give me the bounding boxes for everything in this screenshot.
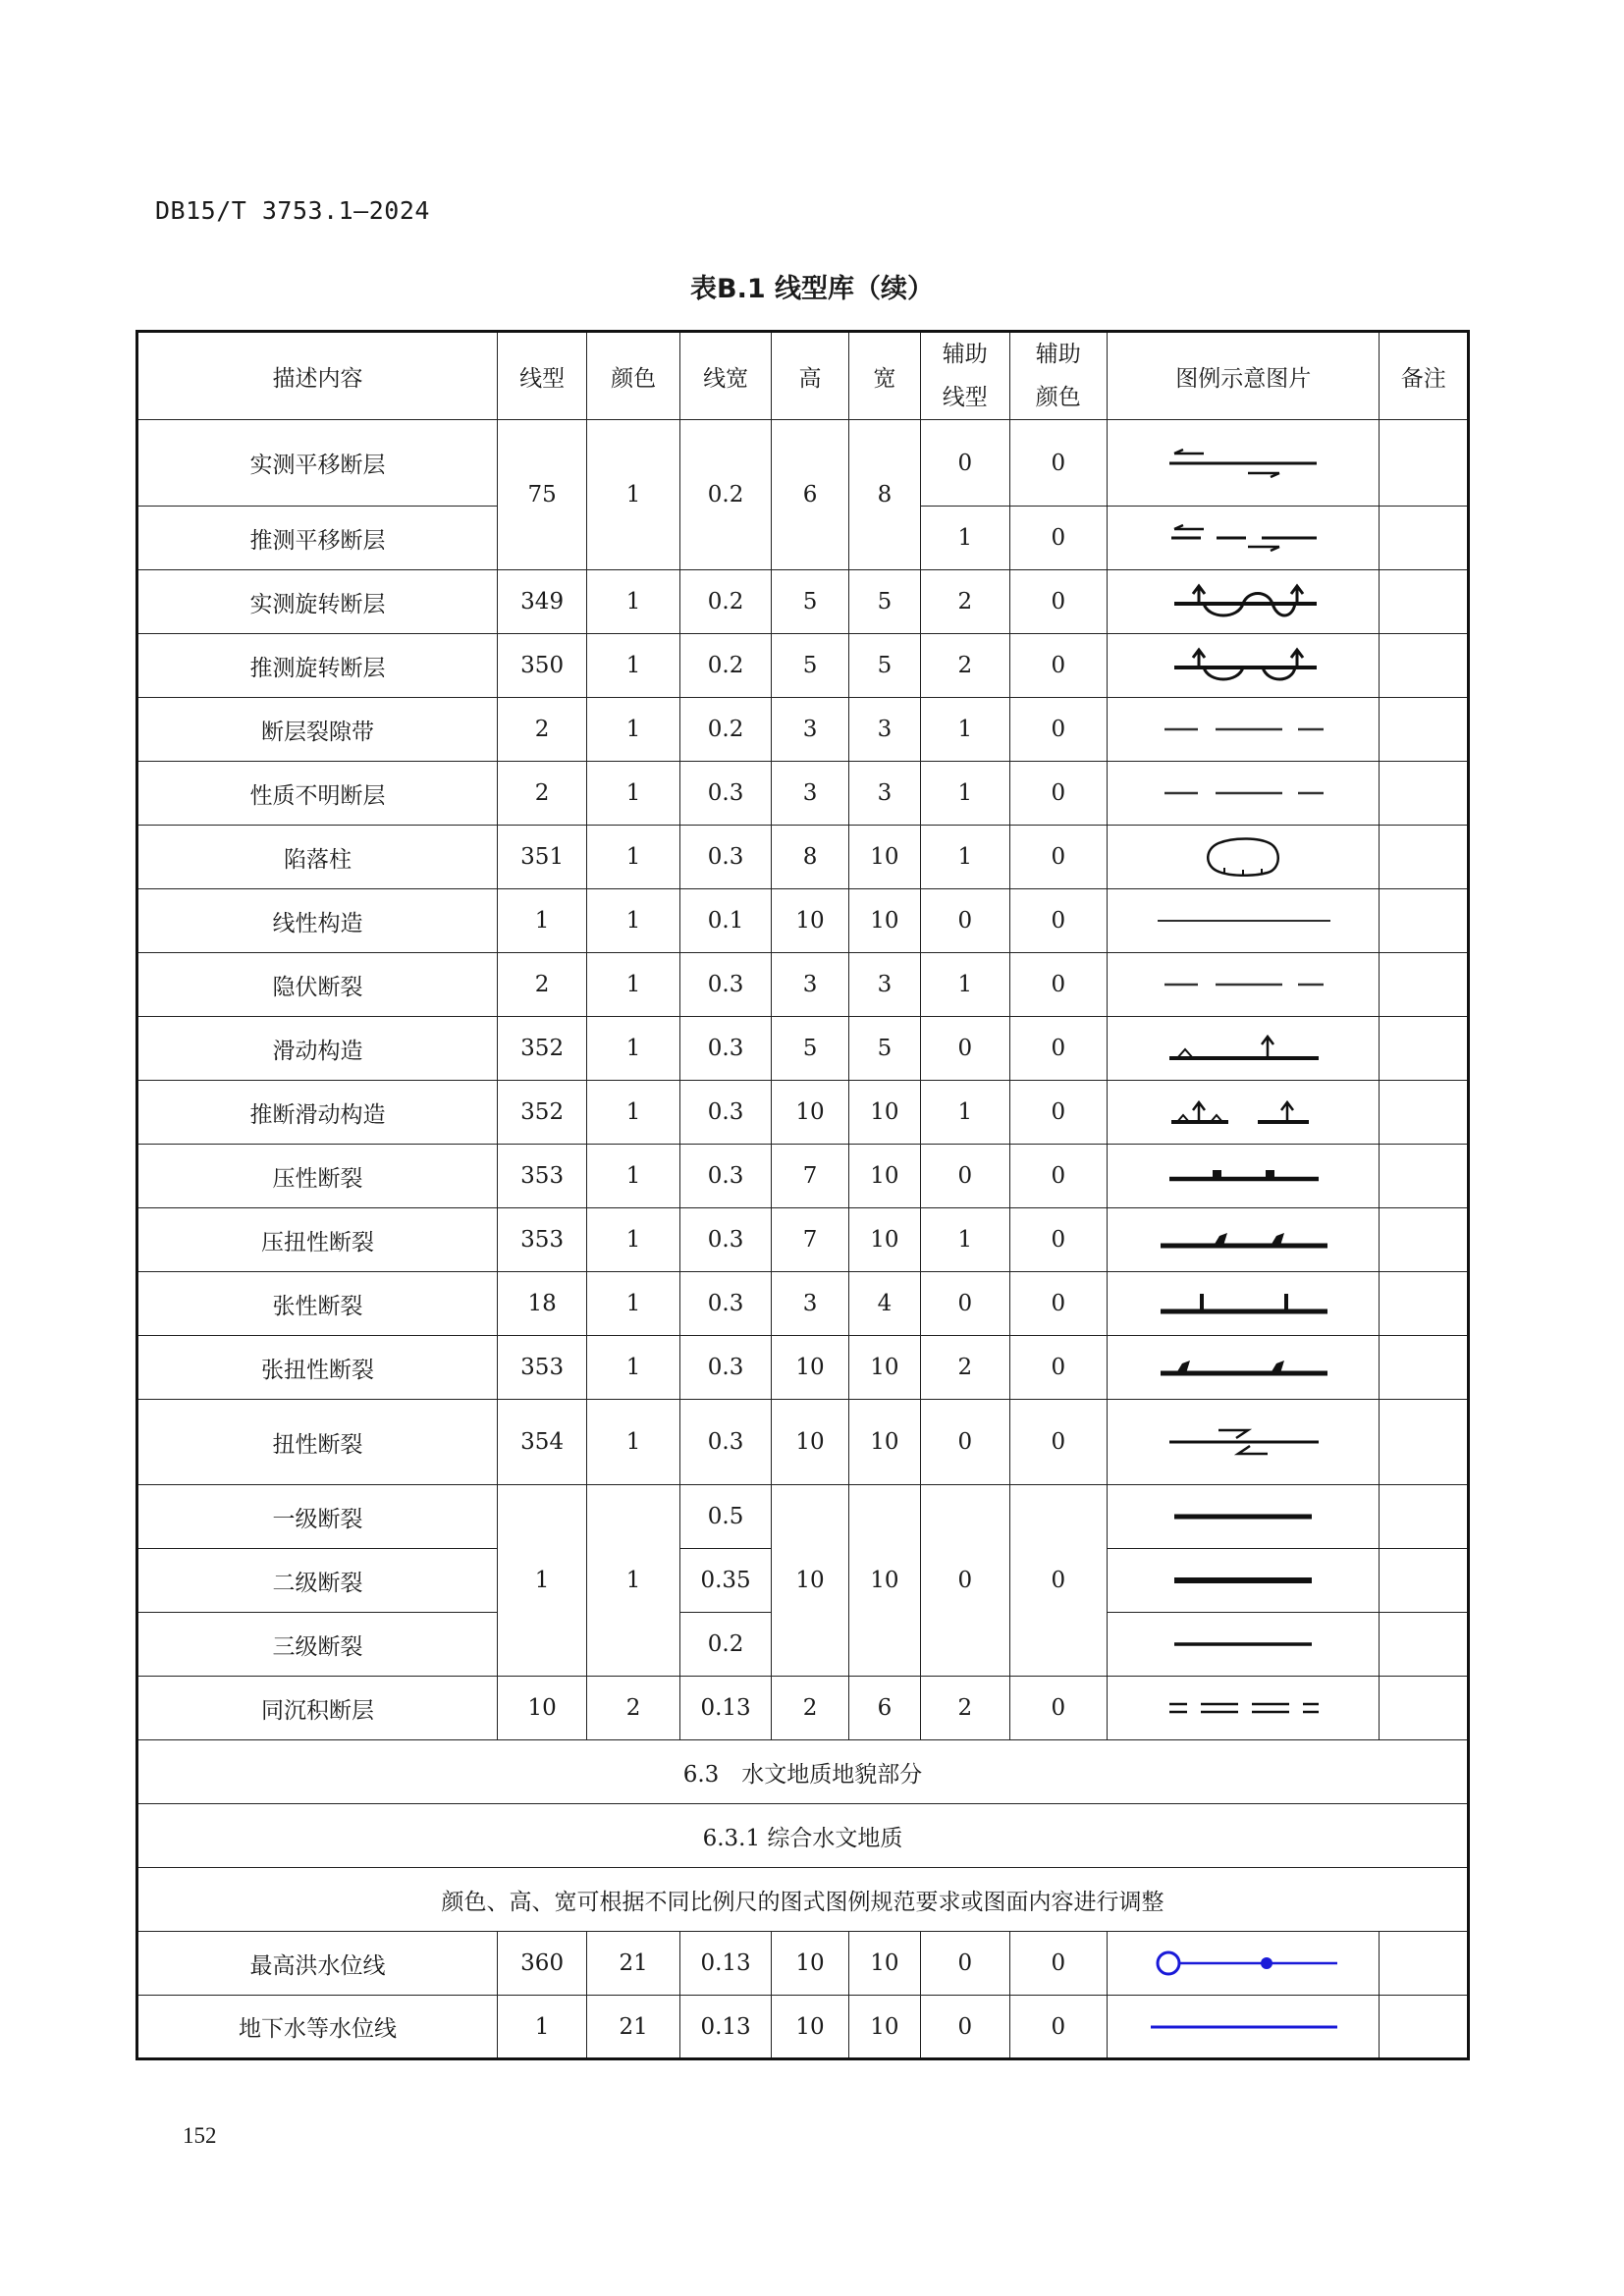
row-remark <box>1380 1017 1469 1081</box>
row-type: 2 <box>497 762 586 826</box>
row-width: 0.3 <box>679 1272 771 1336</box>
row-w: 10 <box>848 1400 920 1485</box>
col-header-type: 线型 <box>497 332 586 420</box>
row-width: 0.1 <box>679 889 771 953</box>
row-desc: 推测平移断层 <box>137 507 498 570</box>
row-w: 5 <box>848 1017 920 1081</box>
slide-structure-inferred-icon <box>1160 1093 1326 1132</box>
row-aux-color: 0 <box>1009 420 1108 507</box>
legend-cell <box>1108 1549 1380 1613</box>
row-type: 10 <box>497 1677 586 1740</box>
row-color: 1 <box>587 698 679 762</box>
legend-cell <box>1108 420 1380 507</box>
row-color: 1 <box>587 1400 679 1485</box>
table-row <box>137 1081 1469 1145</box>
row-aux-color: 0 <box>1009 826 1108 889</box>
table-row <box>137 698 1469 762</box>
row-color: 1 <box>587 420 679 570</box>
row-h: 7 <box>772 1145 848 1208</box>
header-row <box>137 332 1469 420</box>
highest-flood-line-icon <box>1145 1947 1341 1980</box>
legend-cell <box>1108 1677 1380 1740</box>
row-aux-type: 2 <box>921 634 1009 698</box>
row-w: 10 <box>848 889 920 953</box>
row-remark <box>1380 570 1469 634</box>
row-desc: 性质不明断层 <box>137 762 498 826</box>
row-w: 10 <box>848 1208 920 1272</box>
section-row <box>137 1868 1469 1932</box>
row-h: 5 <box>772 1017 848 1081</box>
section-row <box>137 1804 1469 1868</box>
table-row <box>137 1400 1469 1485</box>
row-desc: 陷落柱 <box>137 826 498 889</box>
table-row <box>137 420 1469 507</box>
translation-fault-measured-icon <box>1160 444 1326 483</box>
row-h: 10 <box>772 1400 848 1485</box>
row-desc: 三级断裂 <box>137 1613 498 1677</box>
row-h: 10 <box>772 1336 848 1400</box>
legend-cell <box>1108 1932 1380 1996</box>
row-color: 2 <box>587 1677 679 1740</box>
thin-line-icon <box>1150 911 1336 931</box>
row-type: 350 <box>497 634 586 698</box>
medium-line-icon <box>1164 1634 1322 1654</box>
row-color: 1 <box>587 953 679 1017</box>
dashed-line-icon <box>1155 720 1331 739</box>
row-type: 1 <box>497 889 586 953</box>
row-aux-color: 0 <box>1009 1400 1108 1485</box>
row-desc: 推测旋转断层 <box>137 634 498 698</box>
row-remark <box>1380 1996 1469 2059</box>
row-width: 0.3 <box>679 1081 771 1145</box>
row-desc: 滑动构造 <box>137 1017 498 1081</box>
row-h: 3 <box>772 698 848 762</box>
dashed-line-icon <box>1155 975 1331 994</box>
row-type: 360 <box>497 1932 586 1996</box>
table-row <box>137 634 1469 698</box>
row-desc: 二级断裂 <box>137 1549 498 1613</box>
row-h: 7 <box>772 1208 848 1272</box>
row-aux-type: 2 <box>921 1336 1009 1400</box>
row-color: 1 <box>587 1145 679 1208</box>
row-h: 10 <box>772 889 848 953</box>
row-width: 0.3 <box>679 762 771 826</box>
col-header-h: 高 <box>772 332 848 420</box>
col-header-remark: 备注 <box>1380 332 1469 420</box>
tensile-fault-icon <box>1155 1288 1331 1319</box>
row-remark <box>1380 1336 1469 1400</box>
row-type: 349 <box>497 570 586 634</box>
row-aux-type: 0 <box>921 1145 1009 1208</box>
thicker-line-icon <box>1164 1571 1322 1590</box>
dashed-line-icon <box>1155 783 1331 803</box>
row-aux-color: 0 <box>1009 634 1108 698</box>
table-row <box>137 826 1469 889</box>
row-remark <box>1380 1677 1469 1740</box>
row-aux-type: 0 <box>921 1996 1009 2059</box>
row-aux-color: 0 <box>1009 1081 1108 1145</box>
legend-cell <box>1108 1996 1380 2059</box>
row-width: 0.2 <box>679 634 771 698</box>
compresso-shear-fault-icon <box>1155 1224 1331 1255</box>
row-color: 1 <box>587 570 679 634</box>
row-aux-type: 0 <box>921 1017 1009 1081</box>
legend-cell <box>1108 1400 1380 1485</box>
row-aux-color: 0 <box>1009 507 1108 570</box>
row-remark <box>1380 762 1469 826</box>
col-header-aux-type <box>921 332 1009 420</box>
table-row <box>137 1677 1469 1740</box>
row-type: 2 <box>497 953 586 1017</box>
row-color: 1 <box>587 1208 679 1272</box>
row-h: 3 <box>772 953 848 1017</box>
row-aux-color: 0 <box>1009 698 1108 762</box>
aux-type-line2: 线型 <box>942 385 988 410</box>
legend-cell <box>1108 1017 1380 1081</box>
section-note: 颜色、高、宽可根据不同比例尺的图式图例规范要求或图面内容进行调整 <box>137 1868 1469 1932</box>
row-h: 10 <box>772 1081 848 1145</box>
row-type: 352 <box>497 1081 586 1145</box>
row-remark <box>1380 1485 1469 1549</box>
row-remark <box>1380 889 1469 953</box>
row-h: 6 <box>772 420 848 570</box>
table-row <box>137 1485 1469 1549</box>
row-w: 3 <box>848 698 920 762</box>
row-type: 352 <box>497 1017 586 1081</box>
row-type: 353 <box>497 1208 586 1272</box>
row-desc: 地下水等水位线 <box>137 1996 498 2059</box>
row-aux-type: 1 <box>921 762 1009 826</box>
row-aux-color: 0 <box>1009 762 1108 826</box>
row-aux-type: 1 <box>921 953 1009 1017</box>
translation-fault-inferred-icon <box>1160 518 1326 558</box>
row-desc: 扭性断裂 <box>137 1400 498 1485</box>
row-aux-color: 0 <box>1009 889 1108 953</box>
legend-cell <box>1108 634 1380 698</box>
legend-cell <box>1108 953 1380 1017</box>
row-desc: 线性构造 <box>137 889 498 953</box>
row-width: 0.3 <box>679 1400 771 1485</box>
section-title-6-3-1: 6.3.1 综合水文地质 <box>137 1804 1469 1868</box>
col-header-legend: 图例示意图片 <box>1108 332 1380 420</box>
row-aux-type: 0 <box>921 1485 1009 1677</box>
row-w: 5 <box>848 634 920 698</box>
row-type: 1 <box>497 1996 586 2059</box>
row-remark <box>1380 1272 1469 1336</box>
row-w: 10 <box>848 1336 920 1400</box>
table-title: 表B.1 线型库（续） <box>689 274 935 304</box>
row-h: 8 <box>772 826 848 889</box>
row-width: 0.3 <box>679 1145 771 1208</box>
legend-cell <box>1108 1145 1380 1208</box>
col-header-color: 颜色 <box>587 332 679 420</box>
row-desc: 隐伏断裂 <box>137 953 498 1017</box>
section-row <box>137 1740 1469 1804</box>
row-aux-color: 0 <box>1009 1336 1108 1400</box>
row-width: 0.3 <box>679 1336 771 1400</box>
row-h: 10 <box>772 1932 848 1996</box>
row-type: 354 <box>497 1400 586 1485</box>
legend-cell <box>1108 1613 1380 1677</box>
groundwater-contour-line-icon <box>1145 2017 1341 2037</box>
legend-cell <box>1108 698 1380 762</box>
compressive-fault-icon <box>1160 1161 1326 1191</box>
row-desc: 实测平移断层 <box>137 420 498 507</box>
row-type: 18 <box>497 1272 586 1336</box>
row-desc: 断层裂隙带 <box>137 698 498 762</box>
col-header-width: 线宽 <box>679 332 771 420</box>
row-type: 75 <box>497 420 586 570</box>
row-h: 5 <box>772 634 848 698</box>
row-color: 21 <box>587 1996 679 2059</box>
rotation-fault-inferred-icon <box>1160 644 1326 687</box>
row-desc: 张扭性断裂 <box>137 1336 498 1400</box>
row-remark <box>1380 1400 1469 1485</box>
slide-structure-icon <box>1160 1029 1326 1068</box>
row-width: 0.13 <box>679 1996 771 2059</box>
row-w: 10 <box>848 1081 920 1145</box>
legend-cell <box>1108 1485 1380 1549</box>
row-w: 3 <box>848 762 920 826</box>
row-desc: 张性断裂 <box>137 1272 498 1336</box>
aux-color-line2: 颜色 <box>1035 385 1081 410</box>
rotation-fault-measured-icon <box>1160 580 1326 623</box>
row-aux-type: 2 <box>921 570 1009 634</box>
row-aux-color: 0 <box>1009 1485 1108 1677</box>
row-w: 6 <box>848 1677 920 1740</box>
section-title-6-3: 6.3 水文地质地貌部分 <box>137 1740 1469 1804</box>
row-aux-color: 0 <box>1009 1017 1108 1081</box>
row-aux-color: 0 <box>1009 1996 1108 2059</box>
table-row <box>137 1336 1469 1400</box>
row-remark <box>1380 1145 1469 1208</box>
row-type: 353 <box>497 1145 586 1208</box>
aux-type-line1: 辅助 <box>942 342 988 367</box>
row-desc: 同沉积断层 <box>137 1677 498 1740</box>
thick-line-icon <box>1164 1507 1322 1526</box>
row-width: 0.13 <box>679 1932 771 1996</box>
row-w: 4 <box>848 1272 920 1336</box>
row-desc: 压性断裂 <box>137 1145 498 1208</box>
row-w: 10 <box>848 1485 920 1677</box>
row-color: 1 <box>587 1485 679 1677</box>
row-desc: 压扭性断裂 <box>137 1208 498 1272</box>
legend-cell <box>1108 762 1380 826</box>
legend-cell <box>1108 507 1380 570</box>
row-h: 10 <box>772 1996 848 2059</box>
row-aux-type: 1 <box>921 698 1009 762</box>
page-number: 152 <box>183 2123 217 2148</box>
row-aux-type: 0 <box>921 420 1009 507</box>
table-row <box>137 762 1469 826</box>
legend-cell <box>1108 826 1380 889</box>
row-color: 1 <box>587 1017 679 1081</box>
row-aux-type: 1 <box>921 1208 1009 1272</box>
row-h: 5 <box>772 570 848 634</box>
row-desc: 一级断裂 <box>137 1485 498 1549</box>
row-remark <box>1380 1208 1469 1272</box>
row-remark <box>1380 1081 1469 1145</box>
col-header-w: 宽 <box>848 332 920 420</box>
row-remark <box>1380 1932 1469 1996</box>
table-row <box>137 570 1469 634</box>
standard-code: DB15/T 3753.1—2024 <box>155 196 430 225</box>
col-header-aux-color <box>1009 332 1108 420</box>
table-row <box>137 1208 1469 1272</box>
tenso-shear-fault-icon <box>1155 1352 1331 1383</box>
row-type: 351 <box>497 826 586 889</box>
row-aux-color: 0 <box>1009 1932 1108 1996</box>
legend-cell <box>1108 1272 1380 1336</box>
row-color: 1 <box>587 889 679 953</box>
row-width: 0.2 <box>679 1613 771 1677</box>
row-type: 353 <box>497 1336 586 1400</box>
aux-color-line1: 辅助 <box>1035 342 1081 367</box>
legend-cell <box>1108 1081 1380 1145</box>
row-color: 1 <box>587 762 679 826</box>
row-color: 1 <box>587 1081 679 1145</box>
row-aux-color: 0 <box>1009 1208 1108 1272</box>
row-w: 5 <box>848 570 920 634</box>
row-color: 21 <box>587 1932 679 1996</box>
row-color: 1 <box>587 634 679 698</box>
row-remark <box>1380 1613 1469 1677</box>
row-aux-color: 0 <box>1009 953 1108 1017</box>
row-type: 2 <box>497 698 586 762</box>
row-aux-color: 0 <box>1009 1272 1108 1336</box>
collapse-column-icon <box>1199 835 1287 879</box>
row-width: 0.35 <box>679 1549 771 1613</box>
table-row <box>137 1145 1469 1208</box>
row-width: 0.3 <box>679 1017 771 1081</box>
row-remark <box>1380 698 1469 762</box>
row-remark <box>1380 1549 1469 1613</box>
legend-cell <box>1108 889 1380 953</box>
row-h: 10 <box>772 1485 848 1677</box>
row-width: 0.3 <box>679 953 771 1017</box>
shear-fault-icon <box>1160 1420 1326 1464</box>
row-aux-type: 0 <box>921 1932 1009 1996</box>
row-width: 0.2 <box>679 570 771 634</box>
row-aux-type: 1 <box>921 826 1009 889</box>
row-h: 3 <box>772 1272 848 1336</box>
table-row <box>137 889 1469 953</box>
row-w: 3 <box>848 953 920 1017</box>
row-remark <box>1380 420 1469 507</box>
row-aux-color: 0 <box>1009 570 1108 634</box>
row-width: 0.2 <box>679 698 771 762</box>
row-aux-type: 0 <box>921 1400 1009 1485</box>
row-width: 0.13 <box>679 1677 771 1740</box>
row-w: 10 <box>848 1145 920 1208</box>
row-aux-type: 0 <box>921 889 1009 953</box>
row-remark <box>1380 634 1469 698</box>
row-width: 0.2 <box>679 420 771 570</box>
table-row <box>137 1996 1469 2059</box>
row-aux-color: 0 <box>1009 1145 1108 1208</box>
row-aux-type: 1 <box>921 507 1009 570</box>
legend-cell <box>1108 570 1380 634</box>
row-remark <box>1380 507 1469 570</box>
row-aux-type: 1 <box>921 1081 1009 1145</box>
row-color: 1 <box>587 826 679 889</box>
row-aux-type: 2 <box>921 1677 1009 1740</box>
row-width: 0.5 <box>679 1485 771 1549</box>
line-type-table <box>135 330 1470 2060</box>
row-type: 1 <box>497 1485 586 1677</box>
row-color: 1 <box>587 1272 679 1336</box>
row-remark <box>1380 953 1469 1017</box>
row-width: 0.3 <box>679 826 771 889</box>
table-row <box>137 1932 1469 1996</box>
row-w: 10 <box>848 1996 920 2059</box>
double-dashed-line-icon <box>1160 1696 1326 1720</box>
row-color: 1 <box>587 1336 679 1400</box>
row-w: 10 <box>848 1932 920 1996</box>
row-aux-color: 0 <box>1009 1677 1108 1740</box>
row-w: 8 <box>848 420 920 570</box>
legend-cell <box>1108 1208 1380 1272</box>
row-desc: 推断滑动构造 <box>137 1081 498 1145</box>
row-width: 0.3 <box>679 1208 771 1272</box>
table-row <box>137 1272 1469 1336</box>
table-row <box>137 953 1469 1017</box>
row-remark <box>1380 826 1469 889</box>
row-aux-type: 0 <box>921 1272 1009 1336</box>
legend-cell <box>1108 1336 1380 1400</box>
table-row <box>137 1017 1469 1081</box>
row-desc: 实测旋转断层 <box>137 570 498 634</box>
col-header-desc: 描述内容 <box>137 332 498 420</box>
row-h: 3 <box>772 762 848 826</box>
row-w: 10 <box>848 826 920 889</box>
row-h: 2 <box>772 1677 848 1740</box>
row-desc: 最高洪水位线 <box>137 1932 498 1996</box>
